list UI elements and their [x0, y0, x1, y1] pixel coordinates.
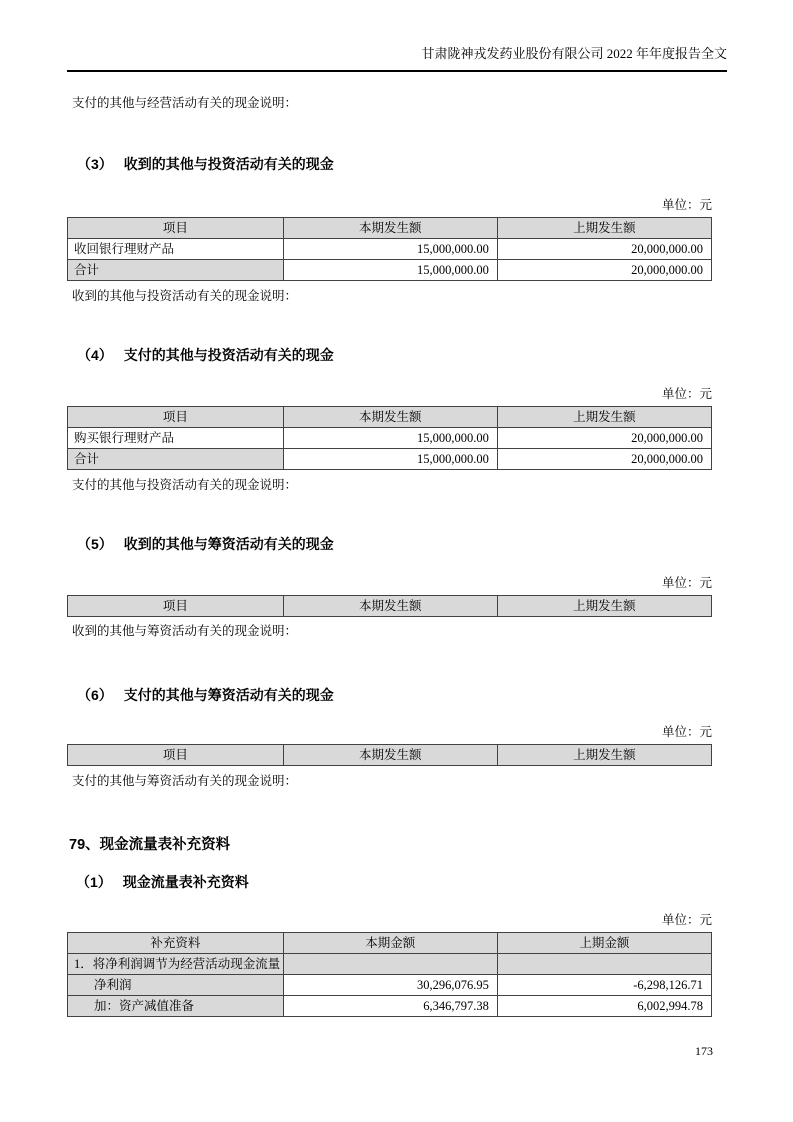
- column-header-item: 项目: [68, 745, 284, 766]
- section-3-number: （3）: [77, 156, 113, 172]
- column-header-current: 本期金额: [283, 933, 497, 954]
- unit-label: 单位：元: [661, 725, 712, 739]
- section-5-note: 收到的其他与筹资活动有关的现金说明：: [72, 624, 298, 638]
- section-5-number: （5）: [77, 536, 113, 552]
- section-4-note: 支付的其他与投资活动有关的现金说明：: [72, 478, 298, 492]
- section-6-heading: [67, 687, 727, 704]
- table-header-row: [68, 407, 712, 428]
- prior-amount-cell: 20,000,000.00: [497, 239, 711, 260]
- current-amount-cell: 15,000,000.00: [283, 428, 497, 449]
- table-header-row: [68, 933, 712, 954]
- total-current-cell: 15,000,000.00: [283, 260, 497, 281]
- table-header-row: [68, 596, 712, 617]
- table-row: [68, 239, 712, 260]
- row-label-cell: 加：资产减值准备: [68, 996, 284, 1017]
- section-5-heading: [67, 536, 727, 553]
- unit-label: 单位：元: [661, 387, 712, 401]
- unit-label: 单位：元: [661, 576, 712, 590]
- category-current-cell: [283, 954, 497, 975]
- table-row: [68, 975, 712, 996]
- total-row: [68, 449, 712, 470]
- total-current-cell: 15,000,000.00: [283, 449, 497, 470]
- column-header-prior: 上期发生额: [497, 407, 711, 428]
- total-label-cell: 合计: [68, 260, 284, 281]
- supplement-heading: 79、现金流量表补充资料: [69, 837, 231, 853]
- column-header-item: 项目: [68, 407, 284, 428]
- current-amount-cell: 30,296,076.95: [283, 975, 497, 996]
- column-header-current: 本期发生额: [283, 745, 497, 766]
- total-prior-cell: 20,000,000.00: [497, 260, 711, 281]
- row-label-cell: 收回银行理财产品: [68, 239, 284, 260]
- financing-paid-table: [67, 744, 712, 766]
- section-3-note: 收到的其他与投资活动有关的现金说明：: [72, 289, 298, 303]
- investing-paid-table: [67, 406, 712, 470]
- table-header-row: [68, 745, 712, 766]
- section-6-title: 支付的其他与筹资活动有关的现金: [123, 687, 334, 703]
- column-header-prior: 上期金额: [497, 933, 711, 954]
- unit-label: 单位：元: [661, 198, 712, 212]
- supplement-subheading: [67, 874, 727, 891]
- section-4-heading: [67, 347, 727, 364]
- column-header-current: 本期发生额: [283, 596, 497, 617]
- report-title: 甘肃陇神戎发药业股份有限公司 2022 年年度报告全文: [421, 46, 727, 61]
- section-6-note: 支付的其他与筹资活动有关的现金说明：: [72, 774, 298, 788]
- table-row: [68, 428, 712, 449]
- section-4-title: 支付的其他与投资活动有关的现金: [123, 347, 334, 363]
- total-row: [68, 260, 712, 281]
- prior-amount-cell: 20,000,000.00: [497, 428, 711, 449]
- column-header-prior: 上期发生额: [497, 596, 711, 617]
- table-header-row: [68, 218, 712, 239]
- supplement-table: [67, 932, 712, 1017]
- category-prior-cell: [497, 954, 711, 975]
- section-6-number: （6）: [77, 687, 113, 703]
- column-header-prior: 上期发生额: [497, 745, 711, 766]
- unit-label: 单位：元: [661, 913, 712, 927]
- table-row: [68, 996, 712, 1017]
- row-label-cell: 净利润: [68, 975, 284, 996]
- section-5-title: 收到的其他与筹资活动有关的现金: [123, 536, 334, 552]
- header-rule: [67, 70, 727, 72]
- current-amount-cell: 15,000,000.00: [283, 239, 497, 260]
- financing-received-table: [67, 595, 712, 617]
- page-number: 173: [695, 1044, 713, 1058]
- supplement-sub-title: 现金流量表补充资料: [122, 874, 249, 890]
- column-header-item: 补充资料: [68, 933, 284, 954]
- supplement-sub-number: （1）: [76, 874, 112, 890]
- column-header-item: 项目: [68, 218, 284, 239]
- prior-amount-cell: 6,002,994.78: [497, 996, 711, 1017]
- section-3-title: 收到的其他与投资活动有关的现金: [123, 156, 334, 172]
- section-3-heading: [67, 156, 727, 173]
- column-header-prior: 上期发生额: [497, 218, 711, 239]
- column-header-item: 项目: [68, 596, 284, 617]
- category-row: [68, 954, 712, 975]
- column-header-current: 本期发生额: [283, 407, 497, 428]
- prior-amount-cell: -6,298,126.71: [497, 975, 711, 996]
- total-prior-cell: 20,000,000.00: [497, 449, 711, 470]
- investing-received-table: [67, 217, 712, 281]
- current-amount-cell: 6,346,797.38: [283, 996, 497, 1017]
- total-label-cell: 合计: [68, 449, 284, 470]
- lead-note: 支付的其他与经营活动有关的现金说明：: [72, 96, 298, 110]
- row-label-cell: 购买银行理财产品: [68, 428, 284, 449]
- section-4-number: （4）: [77, 347, 113, 363]
- category-label-cell: 1．将净利润调节为经营活动现金流量: [68, 954, 284, 975]
- page-header: [67, 0, 727, 72]
- column-header-current: 本期发生额: [283, 218, 497, 239]
